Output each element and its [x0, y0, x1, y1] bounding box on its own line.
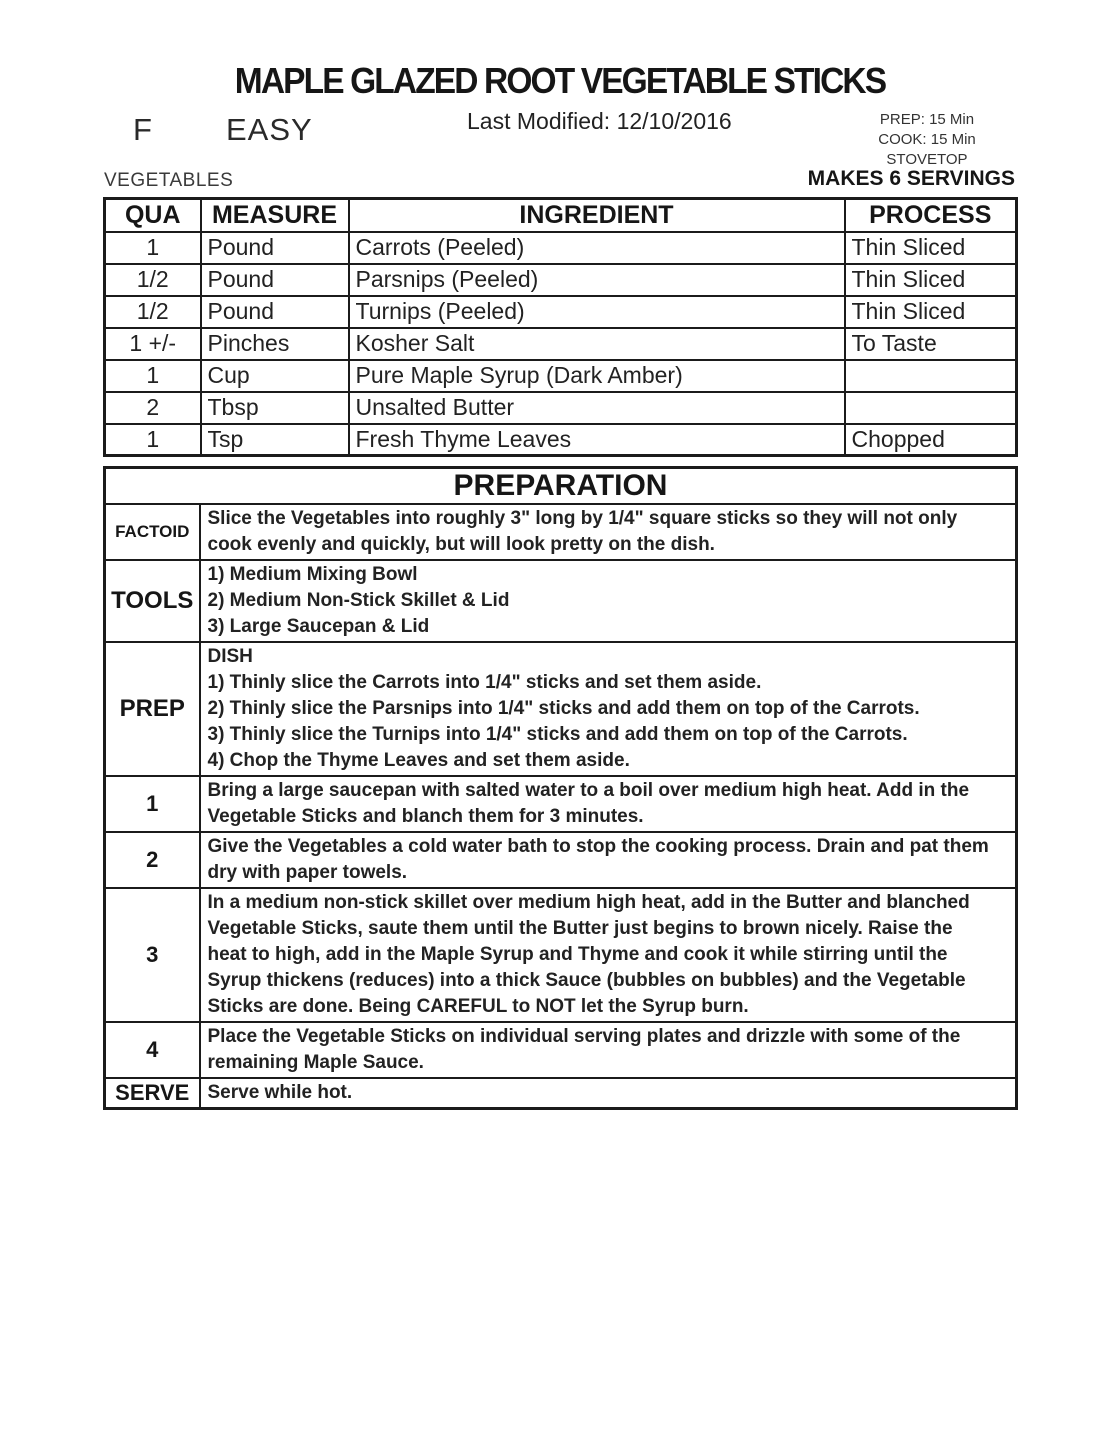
recipe-title: MAPLE GLAZED ROOT VEGETABLE STICKS [234, 60, 886, 101]
measure-cell: Pound [201, 264, 349, 296]
ingredient-cell: Carrots (Peeled) [349, 232, 845, 264]
time-meta-block [852, 110, 1002, 170]
tool-item: 2) Medium Non-Stick Skillet & Lid [207, 590, 510, 611]
tool-item: 1) Medium Mixing Bowl [207, 564, 418, 585]
step-number: 1 [105, 776, 200, 832]
measure-cell: Tsp [201, 424, 349, 456]
step-text: Place the Vegetable Sticks on individual serving plates and drizzle with some of the remaining Maple Sauce. [200, 1022, 1017, 1078]
ingredients-table [103, 197, 1018, 457]
tools-list [200, 560, 1017, 642]
ingredient-row [105, 424, 1017, 456]
ingredient-cell: Pure Maple Syrup (Dark Amber) [349, 360, 845, 392]
measure-cell: Pound [201, 232, 349, 264]
qua-cell: 1 [105, 424, 201, 456]
measure-cell: Tbsp [201, 392, 349, 424]
step-text: Give the Vegetables a cold water bath to stop the cooking process. Drain and pat them dry with paper towels. [200, 832, 1017, 888]
measure-cell: Cup [201, 360, 349, 392]
prep-steps [200, 642, 1017, 776]
prep-row [105, 642, 1017, 776]
qua-cell: 1/2 [105, 296, 201, 328]
preparation-title-row [105, 468, 1017, 505]
ingredient-row [105, 264, 1017, 296]
ingredient-cell: Kosher Salt [349, 328, 845, 360]
step-number: 3 [105, 888, 200, 1022]
serve-text: Serve while hot. [200, 1078, 1017, 1109]
preparation-title: PREPARATION [105, 468, 1017, 505]
step-number: 2 [105, 832, 200, 888]
step-text: In a medium non-stick skillet over medium high heat, add in the Butter and blanched Vegetable Sticks, saute them until the Butter just begins to brown nicely. Raise the heat to high, add in the Maple Syrup and Thyme and cook it while stirring until the Syrup thickens (reduces) into a thick Sauce (bubbles on bubbles) and the Vegetable Sticks are done. Being CAREFUL to NOT let the Syrup burn. [200, 888, 1017, 1022]
tool-item: 3) Large Saucepan & Lid [207, 616, 430, 637]
process-cell: To Taste [845, 328, 1017, 360]
prep-step: 2) Thinly slice the Parsnips into 1/4" sticks and add them on top of the Carrots. [207, 698, 920, 719]
grade-letter: F [133, 112, 152, 147]
process-cell: Thin Sliced [845, 264, 1017, 296]
col-header-qua: QUA [105, 199, 201, 232]
step-row [105, 888, 1017, 1022]
preparation-table [103, 466, 1018, 1110]
process-cell: Thin Sliced [845, 296, 1017, 328]
qua-cell: 2 [105, 392, 201, 424]
ingredient-row [105, 232, 1017, 264]
prep-label: PREP [105, 642, 200, 776]
qua-cell: 1 [105, 232, 201, 264]
last-modified: Last Modified: 12/10/2016 [467, 108, 732, 134]
cooking-method: STOVETOP [886, 151, 968, 168]
qua-cell: 1 +/- [105, 328, 201, 360]
tools-label: TOOLS [105, 560, 200, 642]
process-cell [845, 392, 1017, 424]
factoid-row [105, 504, 1017, 560]
cook-time: COOK: 15 Min [878, 131, 976, 148]
tools-row [105, 560, 1017, 642]
ingredient-cell: Turnips (Peeled) [349, 296, 845, 328]
col-header-process: PROCESS [845, 199, 1017, 232]
prep-step: 3) Thinly slice the Turnips into 1/4" sticks and add them on top of the Carrots. [207, 724, 908, 745]
prep-time: PREP: 15 Min [879, 111, 975, 128]
process-cell: Chopped [845, 424, 1017, 456]
ingredient-cell: Unsalted Butter [349, 392, 845, 424]
ingredient-row [105, 360, 1017, 392]
process-cell [845, 360, 1017, 392]
ingredient-row [105, 296, 1017, 328]
process-cell: Thin Sliced [845, 232, 1017, 264]
prep-heading: DISH [207, 646, 253, 667]
measure-cell: Pound [201, 296, 349, 328]
ingredient-row [105, 392, 1017, 424]
factoid-text: Slice the Vegetables into roughly 3" long by 1/4" square sticks so they will not only cook evenly and quickly, but will look pretty on the dish. [200, 504, 1017, 560]
step-row [105, 832, 1017, 888]
measure-cell: Pinches [201, 328, 349, 360]
step-number: 4 [105, 1022, 200, 1078]
serve-row [105, 1078, 1017, 1109]
ingredient-cell: Fresh Thyme Leaves [349, 424, 845, 456]
step-row [105, 1022, 1017, 1078]
prep-step: 1) Thinly slice the Carrots into 1/4" sticks and set them aside. [207, 672, 762, 693]
qua-cell: 1/2 [105, 264, 201, 296]
col-header-measure: MEASURE [201, 199, 349, 232]
qua-cell: 1 [105, 360, 201, 392]
difficulty-label: EASY [226, 112, 313, 147]
servings-label: MAKES 6 SERVINGS [807, 167, 1015, 190]
step-row [105, 776, 1017, 832]
category-label: VEGETABLES [104, 170, 234, 191]
factoid-label: FACTOID [105, 504, 200, 560]
ingredient-row [105, 328, 1017, 360]
serve-label: SERVE [105, 1078, 200, 1109]
prep-step: 4) Chop the Thyme Leaves and set them aside. [207, 750, 630, 771]
step-text: Bring a large saucepan with salted water to a boil over medium high heat. Add in the Vegetable Sticks and blanch them for 3 minutes. [200, 776, 1017, 832]
ingredients-header-row [105, 199, 1017, 232]
col-header-ingredient: INGREDIENT [349, 199, 845, 232]
ingredient-cell: Parsnips (Peeled) [349, 264, 845, 296]
